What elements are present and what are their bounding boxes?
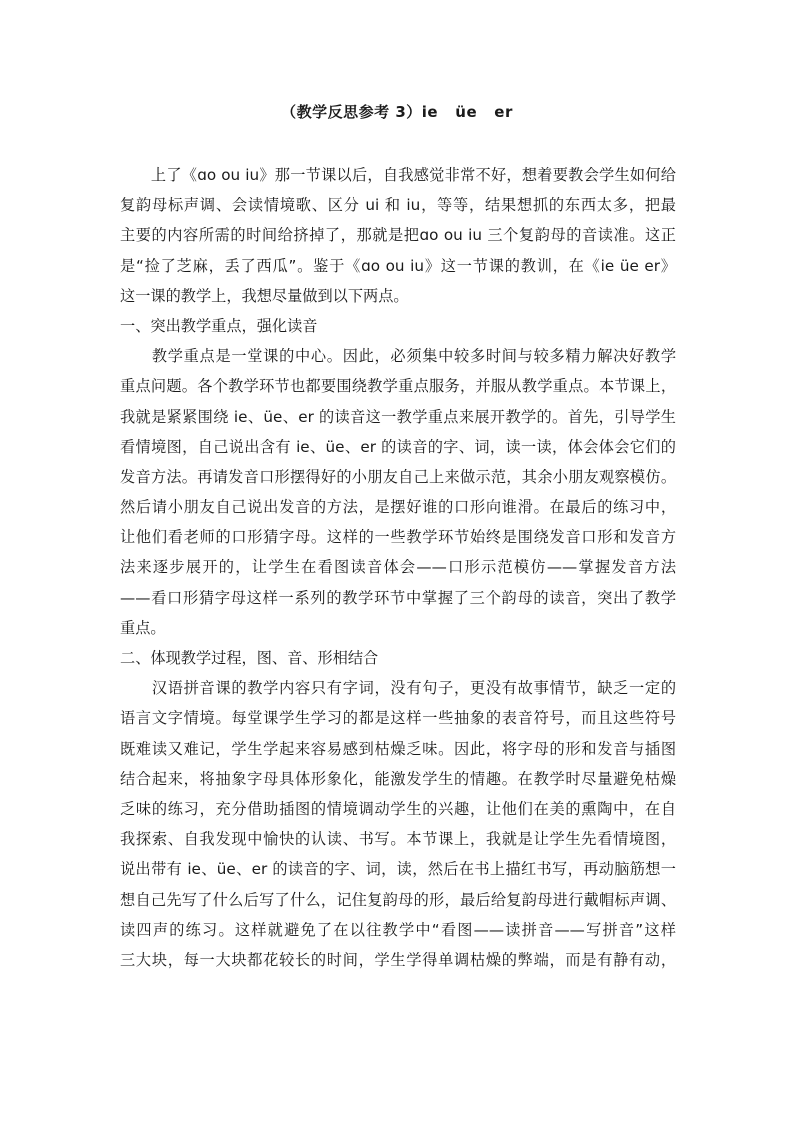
body-text-line: 三大块，每一大块都花较长的时间，学生学得单调枯燥的弊端，而是有静有动， — [120, 950, 676, 969]
body-text-line: 想自己先写了什么后写了什么，记住复韵母的形，最后给复韵母进行戴帽标声调、 — [120, 890, 676, 909]
body-text-line: 让他们看老师的口形猜字母。这样的一些教学环节始终是围绕发音口形和发音方 — [120, 528, 676, 547]
body-text-line: 发音方法。再请发音口形摆得好的小朋友自己上来做示范，其余小朋友观察模仿。 — [120, 467, 676, 486]
body-text-line: 重点。 — [120, 618, 166, 637]
body-text-line: 重点问题。各个教学环节也都要围绕教学重点服务，并服从教学重点。本节课上， — [120, 377, 676, 396]
body-text-line: 这一课的教学上，我想尽量做到以下两点。 — [120, 286, 409, 305]
body-text-line: 然后请小朋友自己说出发音的方法，是摆好谁的口形向谁滑。在最后的练习中， — [120, 498, 676, 517]
body-text-line: 汉语拼音课的教学内容只有字词，没有句子，更没有故事情节，缺乏一定的 — [120, 679, 676, 698]
document-body — [120, 160, 676, 975]
body-text-line: 看情境图，自己说出含有 ie、üe、er 的读音的字、词，读一读，体会体会它们的 — [120, 437, 676, 456]
body-text-line: 教学重点是一堂课的中心。因此，必须集中较多时间与较多精力解决好教学 — [120, 347, 676, 366]
body-text-line: 说出带有 ie、üe、er 的读音的字、词，读，然后在书上描红书写，再动脑筋想一 — [120, 860, 676, 879]
body-text-line: 我就是紧紧围绕 ie、üe、er 的读音这一教学重点来展开教学的。首先，引导学生 — [120, 407, 676, 426]
body-text-line: 乏味的练习，充分借助插图的情境调动学生的兴趣，让他们在美的熏陶中，在自 — [120, 799, 676, 818]
body-text-line: 主要的内容所需的时间给挤掉了，那就是把ɑo ou iu 三个复韵母的音读准。这正 — [120, 226, 676, 245]
body-text-line: 复韵母标声调、会读情境歌、区分 ui 和 iu，等等，结果想抓的东西太多，把最 — [120, 196, 676, 215]
body-text-line: 既难读又难记，学生学起来容易感到枯燥乏味。因此，将字母的形和发音与插图 — [120, 739, 676, 758]
body-text-line: 读四声的练习。这样就避免了在以往教学中“看图——读拼音——写拼音”这样 — [120, 920, 676, 939]
body-text-line: 结合起来，将抽象字母具体形象化，能激发学生的情趣。在教学时尽量避免枯燥 — [120, 769, 676, 788]
body-text-line: 上了《ɑo ou iu》那一节课以后，自我感觉非常不好，想着要教会学生如何给 — [120, 166, 676, 184]
body-text-line: 二、体现教学过程，图、音、形相结合 — [120, 649, 379, 667]
body-text-line: 我探索、自我发现中愉快的认读、书写。本节课上，我就是让学生先看情境图， — [120, 830, 676, 849]
document-title: （教学反思参考 3）ie üe er — [281, 103, 513, 121]
body-text-line: 一、突出教学重点，强化读音 — [120, 316, 318, 335]
body-text-line: 法来逐步展开的，让学生在看图读音体会——口形示范模仿——掌握发音方法 — [120, 558, 676, 577]
body-text-line: ——看口形猜字母这样一系列的教学环节中掌握了三个韵母的读音，突出了教学 — [120, 588, 676, 607]
body-text-line: 语言文字情境。每堂课学生学习的都是这样一些抽象的表音符号，而且这些符号 — [120, 709, 676, 728]
body-text-line: 是“捡了芝麻，丢了西瓜”。鉴于《ɑo ou iu》这一节课的教训，在《ie üe er》 — [120, 256, 676, 275]
